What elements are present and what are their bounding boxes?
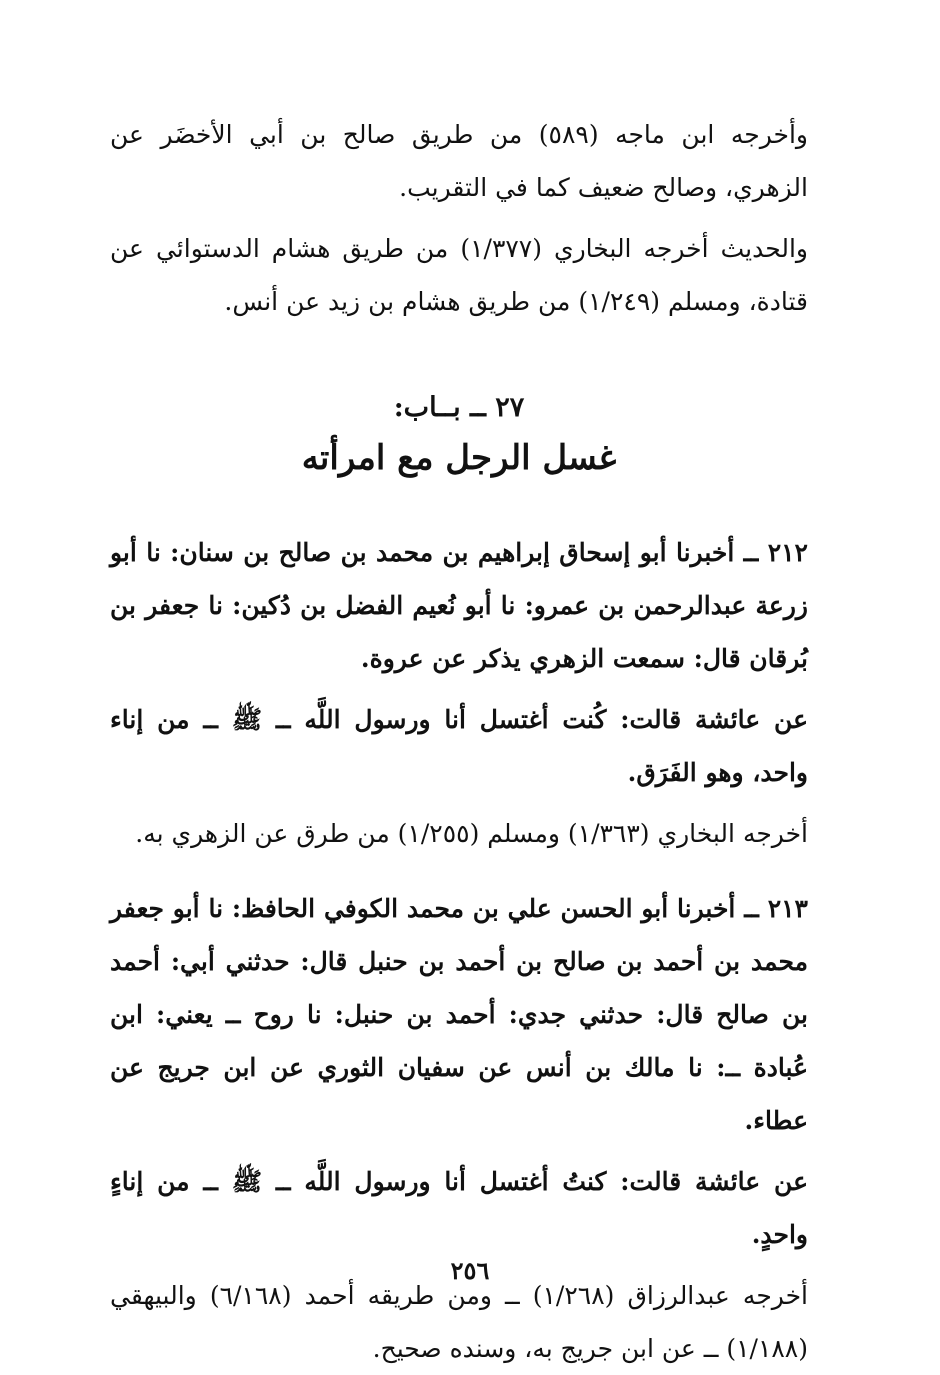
chapter-heading <box>110 328 808 526</box>
note-ibn-majah: وأخرجه ابن ماجه (٥٨٩) من طريق صالح بن أبي الأخضَر عن الزهري، وصالح ضعيف كما في التقريب. <box>110 120 808 202</box>
chapter-title: غسل الرجل مع امرأته <box>301 438 617 478</box>
chapter-number: ٢٧ ــ بــاب: <box>393 392 525 423</box>
hadith-212-isnad: ٢١٢ ــ أخبرنا أبو إسحاق إبراهيم بن محمد بن صالح بن سنان: نا أبو زرعة عبدالرحمن بن عمرو: نا أبو نُعيم الفضل بن دُكين: نا جعفر بن بُرقان قال: سمعت الزهري يذكر عن عروة. <box>110 538 808 673</box>
page-number: ٢٥٦ <box>450 1256 490 1285</box>
hadith-213-isnad: ٢١٣ ــ أخبرنا أبو الحسن علي بن محمد الكوفي الحافظ: نا أبو جعفر محمد بن أحمد بن صالح بن أحمد بن حنبل قال: حدثني أبي: أحمد بن صالح قال: حدثني جدي: أحمد بن حنبل: نا روح ــ يعني: ابن عُبادة ــ: نا مالك بن أنس عن سفيان الثوري عن ابن جريج عن عطاء. <box>110 894 808 1135</box>
page-body <box>110 108 808 1375</box>
note-bukhari-muslim: والحديث أخرجه البخاري (١/٣٧٧) من طريق هشام الدستوائي عن قتادة، ومسلم (١/٢٤٩) من طريق هشام بن زيد عن أنس. <box>110 234 808 316</box>
hadith-213-matn: عن عائشة قالت: كنتُ أغتسل أنا ورسول اللَّه ــ ﷺ ــ من إناءٍ واحدٍ. <box>110 1167 808 1249</box>
hadith-212-takhrij: أخرجه البخاري (١/٣٦٣) ومسلم (١/٢٥٥) من طرق عن الزهري به. <box>135 819 808 848</box>
hadith-212-matn: عن عائشة قالت: كُنت أغتسل أنا ورسول اللَّه ــ ﷺ ــ من إناء واحد، وهو الفَرَق. <box>110 705 808 787</box>
hadith-213-takhrij: أخرجه عبدالرزاق (١/٢٦٨) ــ ومن طريقه أحمد (٦/١٦٨) والبيهقي (١/١٨٨) ــ عن ابن جريج به، وسنده صحيح. <box>110 1281 808 1363</box>
